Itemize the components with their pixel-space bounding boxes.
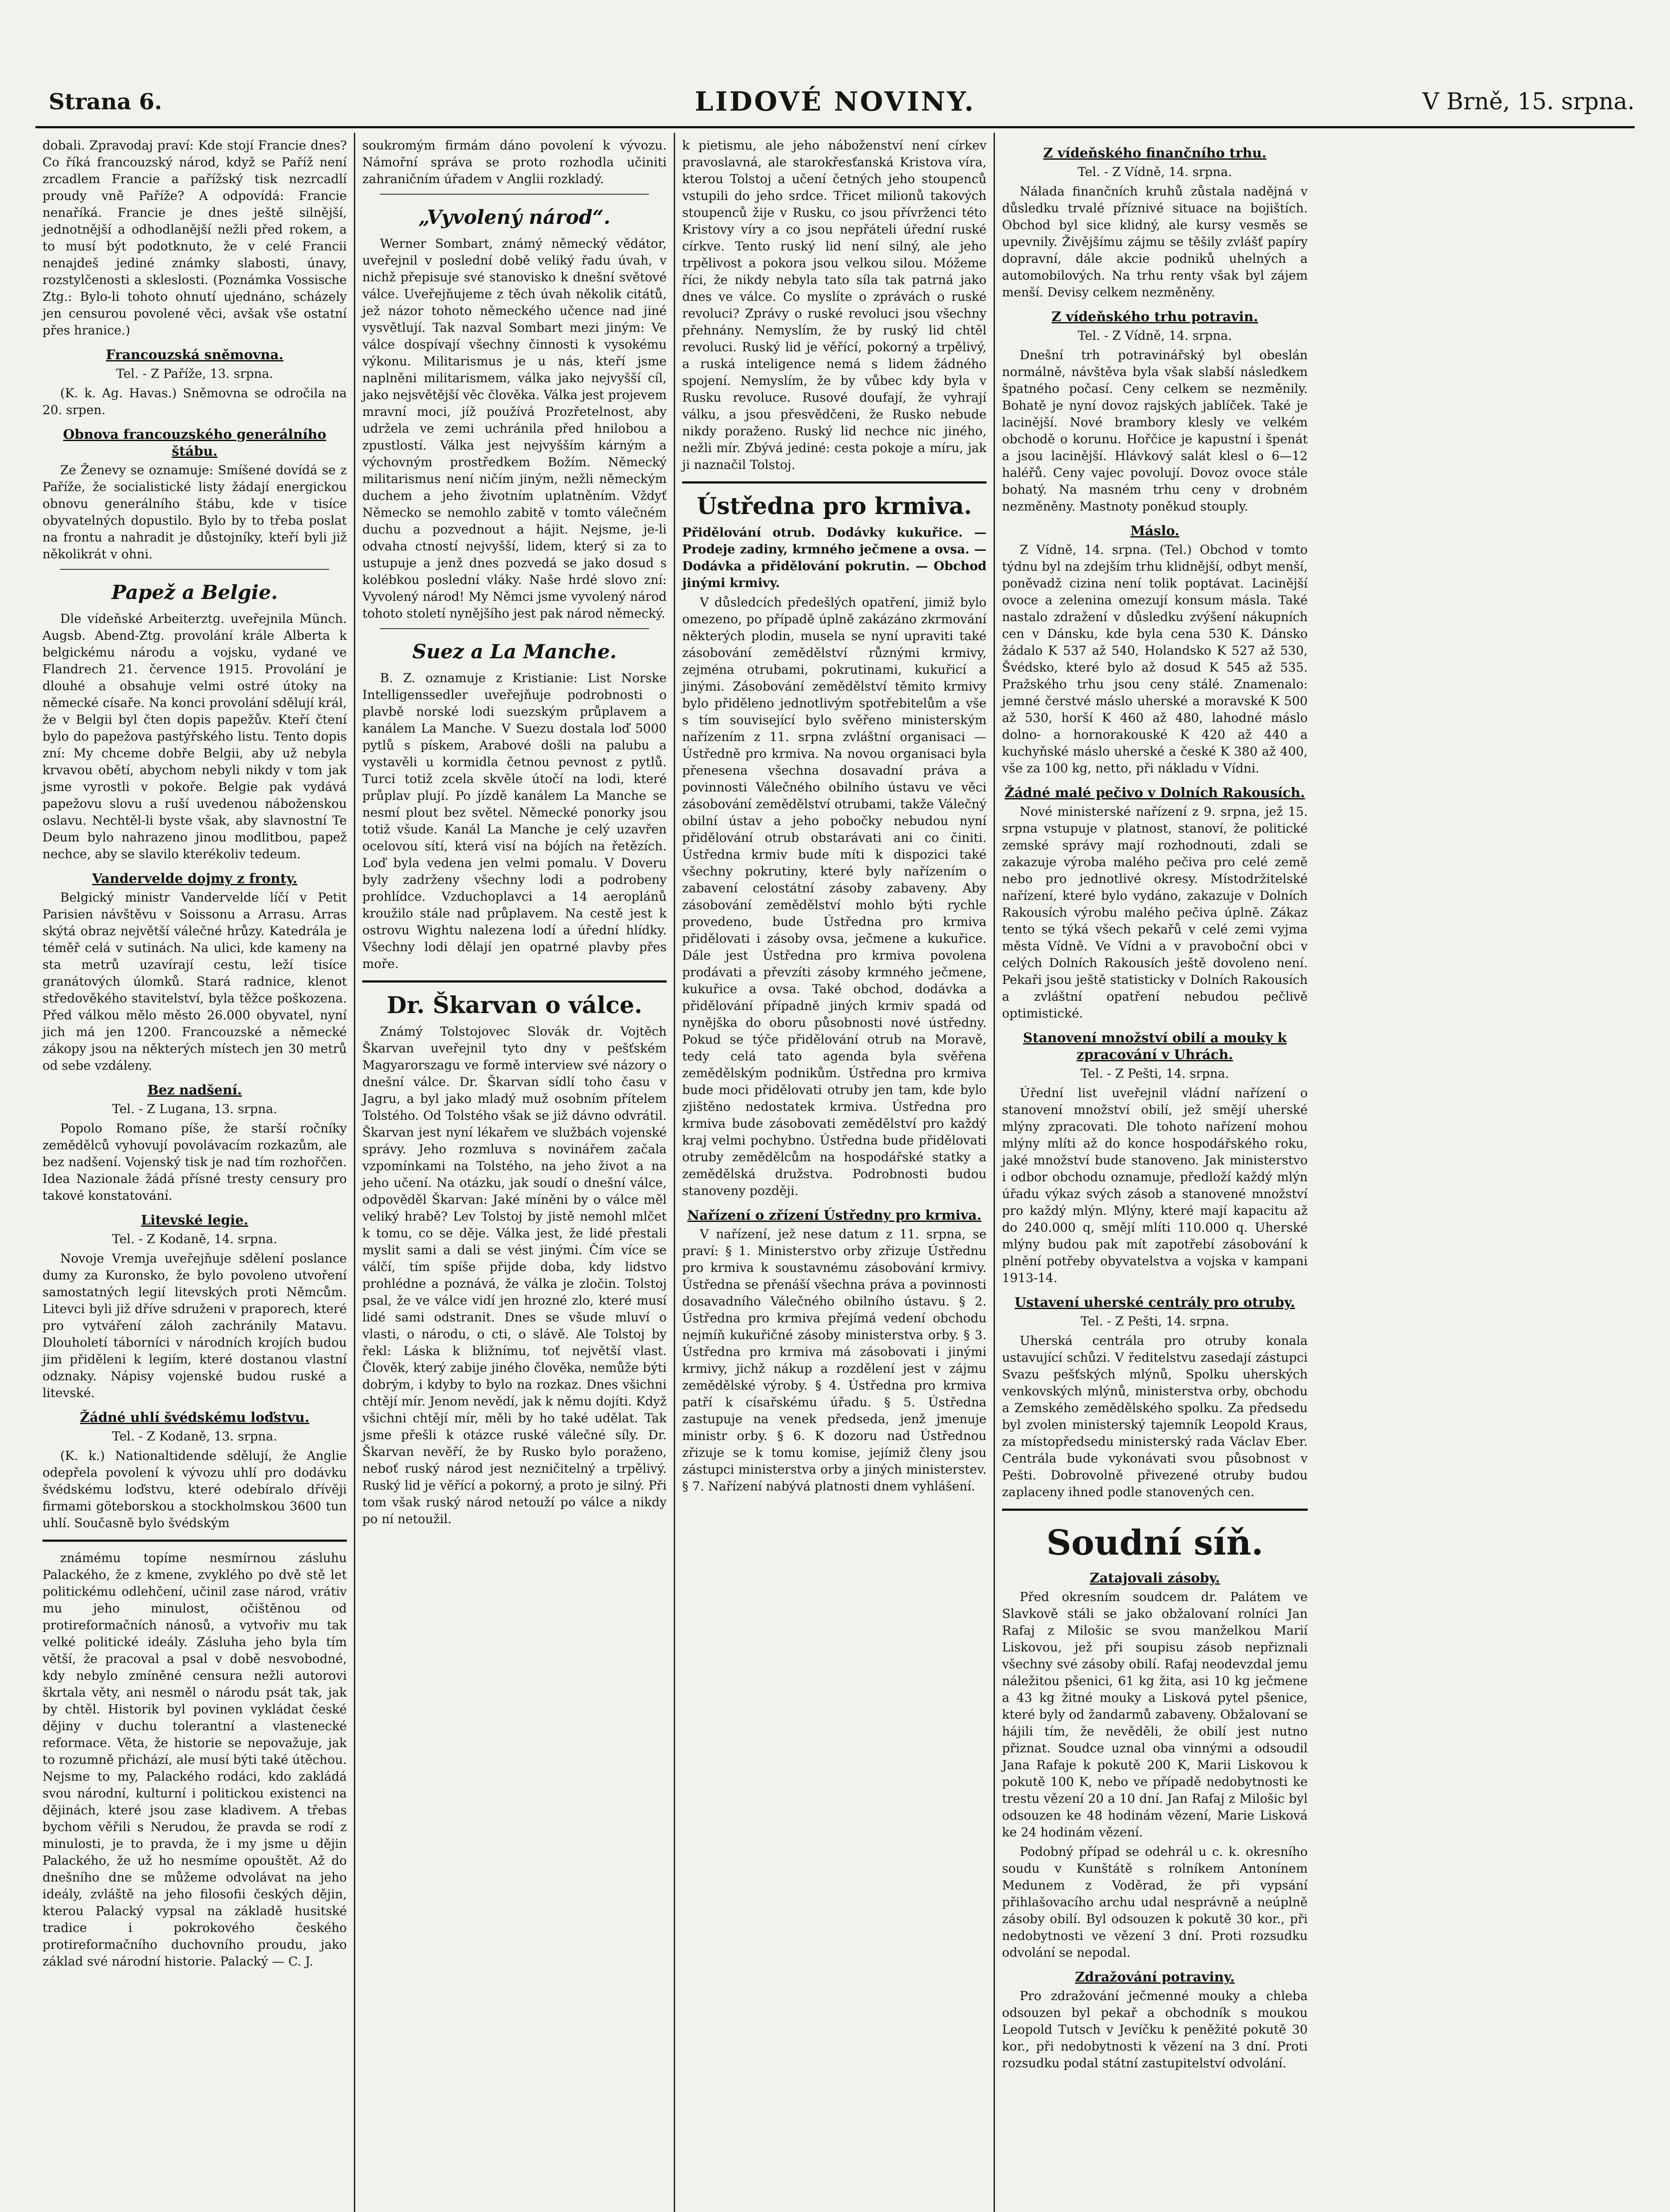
article-text: Dnešní trh potravinářský byl obeslán normálně, návštěva byla však slabší následkem špatného počasí. Ceny celkem se nezměnily. Bohatě je nyní dovoz rajských jablíček. Také je lacinější. Nové brambory klesly ve velkém obchodě o korunu. Hořčice je kapustní i špenát a jsou lacinější. Hlávkový salát klesl o 6—12 haléřů. Ceny vajec povolují. Dovoz ovoce stále bohatý. Na masném trhu ceny v drobném nezměněny. Mastnoty poněkud stouply.	[1002, 348, 1308, 514]
article-text: Pro zdražování ječmenné mouky a chleba odsouzen byl pekař a obchodník s moukou Leopold Tutsch v Jevíčku k peněžité pokutě 30 kor., při nedobytnosti k vězení na 3 dní. Proti rozsudku podal státní zastupitelství odvolání.	[1002, 1989, 1308, 2070]
newspaper-title: LIDOVÉ NOVINY.	[695, 86, 975, 117]
dateline: Tel. - Z Kodaně, 13. srpna.	[112, 1429, 277, 1444]
article-heading: Z vídeňského finančního trhu.	[1043, 146, 1267, 161]
column-4	[995, 133, 1315, 2212]
dateline: Tel. - Z Pešti, 14. srpna.	[1080, 1314, 1229, 1329]
page-number: Strana 6.	[49, 88, 162, 115]
article-text: V nařízení, jež nese datum z 11. srpna, se praví: § 1. Ministerstvo orby zřizuje Ústřednu pro krmiva k soustavnému zásobování krmivy. Ústředna se přenáší všechna práva a povinnosti dosavadního Válečného obilního ústavu. § 2. Ústředna pro krmiva přejímá vedení obchodu nejmíň kukuřičné zásoby ministerstva orby. § 3. Ústředna pro krmiva má zásobovati i jinými krmivy, jichž nákup a rozdělení jest v zájmu zemědělské výroby. § 4. Ústředna pro krmiva patří k císařskému úřadu. § 5. Ústředna zastupuje na venek předseda, jenž jmenuje ministr orby. § 6. K dozoru nad Ústřednou zřizuje se k tomu komise, jejímiž členy jsou zástupci ministerstva orby a jiných ministerstev. § 7. Nařízení nabývá platnosti dnem vyhlášení.	[682, 1227, 987, 1494]
article-text: Uherská centrála pro otruby konala ustavující schůzi. V ředitelstvu zasedají zástupci Svazu pešťských mlýnů, Spolku uherských venkovských mlýnů, ministerstva orby, obchodu a Zemského zemědělského spolku. Za předsedu byl zvolen ministerský tajemník Leopold Kraus, za místopředsedu ministerský rada Václav Eber. Centrála bude vykonávati svou působnost v Pešti. Dobrovolně přivezené otruby budou zaplaceny ihned podle stanovených cen.	[1002, 1333, 1308, 1499]
article-text: Belgický ministr Vandervelde líčí v Petit Parisien návštěvu v Soissonu a Arrasu. Arras skýtá obraz největší válečné hrůzy. Katedrála je téměř celá v sutinách. Na ulici, kde kameny na sta metrů uzavírají cestu, leží tisíce granátových úlomků. Stará radnice, klenot středověkého stavitelství, byla těžce poškozena. Před válkou mělo město 26.000 obyvatel, nyní jich má jen 1200. Francouzské a německé zákopy jsou na některých místech jen 30 metrů od sebe vzdáleny.	[42, 890, 347, 1073]
article-text: známému topíme nesmírnou zásluhu Palackého, že z kmene, zvyklého po dvě stě let politickému odlehčení, učinil zase národ, vrátiv mu jeho minulost, očištěnou od protireformačních nánosů, a vytvořiv mu tak velké politické ideály. Zásluha jeho byla tím větší, že pracoval a psal v době nesvobodné, kdy nebylo zmíněné censura nežli autorovi škrtala věty, ani nesměl o národu psát tak, jak by chtěl. Historik byl povinen vykládat české dějiny v duchu tolerantní a vlastenecké reformace. Věta, že historie se nepovažuje, jak to rozumně přichází, ale musí býti také útěchou. Nejsme to my, Palackého rodáci, kdo zakládá svou národní, kulturní i politickou existenci na dějinách, které jsou zase kladivem. A třebas bychom věřili s Nerudou, že pravda se rodí z minulosti, je to pravda, že i my jsme u dějin Palackého, že už ho nesmíme opouštět. Až do dnešního dne se můžeme odvolávat na jeho ideály, zvláště na jeho filosofii českých dějin, kterou Palacký vypsal na základě husitské tradice i pokrokového českého protireformačního duchovního proudu, jako základ své národní historie. Palacký — C. J.	[42, 1551, 347, 1969]
article-text: Ze Ženevy se oznamuje: Smíšené dovídá se z Paříže, že socialistické listy žádají energickou obnovu generálního štábu, kde v tisíce obyvatelných dopustilo. Bylo by to třeba poslat na frontu a nahradit je důstojníky, kteří byli již několikrát v ohni.	[42, 463, 347, 561]
dateline: Tel. - Z Paříže, 13. srpna.	[116, 366, 273, 381]
court-section	[1002, 1524, 1308, 1562]
article-text: (K. k.) Nationaltidende sdělují, že Anglie odepřela povolení k vývozu uhlí pro dodávku švédskému loďstvu, které odebíralo dřívěji firmami göteborskou a stockholmskou 3600 tun uhlí. Současně bylo švédským	[42, 1448, 347, 1530]
article-heading: Zatajovali zásoby.	[1090, 1571, 1220, 1586]
article-text: Nové ministerské nařízení z 9. srpna, jež 15. srpna vstupuje v platnost, stanoví, že politické zemské správy mají rozhodnouti, zdali se zakazuje výroba malého pečiva pro celé země nebo pro jednotlivé okresy. Místodržitelské nařízení, které bylo vydáno, zakazuje v Dolních Rakousích výrobu malého pečiva úplně. Zákaz tento se týká všech pekařů v celé zemi vyjma města Vídně. Ve Vídni a v pravoboční obci v celých Dolních Rakousích ještě dovoleno není. Pekaři jsou ještě statisticky v Dolních Rakousích a zvláštní opatření nebudou pečlivě optimistické.	[1002, 804, 1308, 1021]
article-text: Dle vídeňské Arbeiterztg. uveřejnila Münch. Augsb. Abend-Ztg. provolání krále Alberta k belgickému národu a vojsku, vydané ve Flandrech 21. července 1915. Provolání je dlouhé a obsahuje velmi ostré útoky na německé císaře. Na konci provolání sdělují král, že v Belgii byl čten dopis papežův. Kteří čtení bylo do papežova pastýřského listu. Tento dopis zní: My chceme dobře Belgii, aby už nebyla krvavou obětí, abychom nebyli nikdy v tom jak jsme vyrostli v pokoře. Belgie pak vydává papežovu slovu a ruší uvedenou náboženskou oslavu. Nechtěl-li byste však, aby slavnostní Te Deum bylo nahrazeno jinou modlitbou, papež nechce, aby se slavilo kterékoliv tedeum.	[42, 611, 347, 861]
article-heading: Litevské legie.	[141, 1213, 249, 1228]
article-text: dobali. Zpravodaj praví: Kde stojí Francie dnes? Co říká francouzský národ, když se Paříž není zrcadlem Francie a pařížský tisk nezrcadlí proudy vně Paříže? A odpovídá: Francie nenaříká. Francie je dnes ještě silnější, jednotnější a odhodlanější nežli před rokem, a to musí být podotknuto, že v celé Francii nenajdeš jediné známky slabosti, únavy, rozstylčenosti a skleslosti. (Poznámka Vossische Ztg.: Bylo-li tohoto ohnutí ujednáno, scházely jen censurou povolené věci, avšak vše ostatní přes hranice.)	[42, 138, 347, 338]
article-headline: Papež a Belgie.	[111, 581, 278, 604]
dateline: Tel. - Z Lugana, 13. srpna.	[112, 1102, 277, 1116]
article-text: Nálada finančních kruhů zůstala nadějná v důsledku trvalé příznivé situace na bojištích. Obchod byl sice klidný, ale kursy vesměs se upevnily. Živějšímu zájmu se těšily zvlášť papíry dopravní, dále akcie podniků uhelných a automobilových. Na trhu renty však byl zájem menší. Devisy celkem nezměněny.	[1002, 184, 1308, 300]
dateline: Tel. - Z Kodaně, 14. srpna.	[112, 1232, 277, 1246]
issue-date: V Brně, 15. srpna.	[1422, 88, 1635, 115]
divider	[682, 481, 987, 484]
column-1	[35, 133, 355, 2212]
masthead-rule	[35, 126, 1635, 128]
article-subtitle: Přidělování otrub. Dodávky kukuřice. — Prodeje zadiny, krmného ječmene a ovsa. — Dodávka a přidělování pokrutin. — Obchod jinými krmivy.	[682, 525, 987, 590]
article-headline: Ústředna pro krmiva.	[697, 493, 972, 520]
divider	[380, 194, 649, 195]
article-heading: Z vídeňského trhu potravin.	[1052, 309, 1258, 325]
article-text: Popolo Romano píše, že starší ročníky zemědělců vyhovují povolávacím rozkazům, ale bez nadšení. Vojenský tisk je nad tím rozhořčen. Idea Nazionale žádá přísné tresty censury pro takové konstatování.	[42, 1121, 347, 1203]
column-2	[355, 133, 675, 2212]
divider	[380, 628, 649, 629]
article-headline: Dr. Škarvan o válce.	[387, 992, 642, 1019]
article-heading: Zdražování potraviny.	[1075, 1970, 1235, 1985]
article-heading: Nařízení o zřízení Ústředny pro krmiva.	[687, 1208, 982, 1223]
article-text: Podobný případ se odehrál u c. k. okresního soudu v Kunštátě s rolníkem Antonínem Medunem z Voděrad, že při vypsání přihlašovacího archu udal nesprávně a neúplně zásoby obilí. Byl odsouzen k pokutě 30 kor., při nedobytnosti ve vězení 3 dní. Proti rozsudku odvolání se nepodal.	[1002, 1844, 1308, 1960]
article-text: Z Vídně, 14. srpna. (Tel.) Obchod v tomto týdnu byl na zdejším trhu klidnější, odbyt menší, poněvadž cizina není tolik poptávat. Lacinější ovoce a zelenina omezují konsum másla. Také nastalo zdražení v důsledku zvýšení nákupních cen v Dánsku, kde byla cena 530 K. Dánsko žádalo K 537 až 540, Holandsko K 527 až 530, Švédsko, které bylo až dosud K 545 až 535. Pražského trhu jsou ceny stálé. Znamenalo: jemné čerstvé máslo uherské a moravské K 500 až 530, horší K 460 až 480, lahodné máslo dolno- a hornorakouské K 420 až 440 a kuchyňské máslo uherské a české K 380 až 400, vše za 100 kg, netto, při nákladu v Vídni.	[1002, 542, 1308, 776]
dateline: Tel. - Z Pešti, 14. srpna.	[1080, 1066, 1229, 1081]
article-heading: Žádné malé pečivo v Dolních Rakousích.	[1005, 785, 1305, 801]
dateline: Tel. - Z Vídně, 14. srpna.	[1078, 165, 1232, 179]
article-heading: Obnova francouzského generálního štábu.	[63, 427, 326, 459]
article-text: Před okresním soudcem dr. Palátem ve Slavkově stáli se jako obžalovaní rolníci Jan Rafaj z Milošic se svou manželkou Marií Liskovou, jež při soupisu zásob nepřiznali všechny své zásoby obilí. Rafaj neodevzdal jemu náležitou pšenici, 61 kg žita, asi 10 kg ječmene a 43 kg žitné mouky a Lisková pytel pšenice, které byly od žandarmů zabaveny. Obžalovaní se hájili tím, že nevěděli, že obilí jest nutno přiznat. Soudce uznal oba vinnými a odsoudil Jana Rafaje k pokutě 200 K, Marii Liskovou k pokutě 100 K, nebo ve případě nedobytnosti ke trestu vězení 20 a 10 dní. Jan Rafaj z Milošic byl odsouzen ke 48 hodinám vězení, Marie Lisková ke 24 hodinám vězení.	[1002, 1590, 1308, 1839]
article-heading: Stanovení množství obilí a mouky k zpracování v Uhrách.	[1023, 1030, 1287, 1063]
article-text: Známý Tolstojovec Slovák dr. Vojtěch Škarvan uveřejnil tyto dny v pešťském Magyarorszagu ve formě interview své názory o dnešní válce. Dr. Škarvan sídlí toho času v Jagru, a byl jako mladý muž osobním přítelem Tolstého. Od Tolstého však se již dávno odvrátil. Škarvan jest nyní lékařem ve službách vojenské správy. Jeho rozmluva s novinářem začala vzpomínkami na Tolstého, na jeho život a na jeho učení. Na otázku, jak soudí o dnešní válce, odpověděl Škarvan: Jaké míněni by o válce měl veliký hrabě? Lev Tolstoj by jistě nemohl mlčet k tomu, co se děje. Válka jest, že lidé přestali myslit sami a dali se vést jinými. Čím více se válčí, tím spíše přijde doba, kdy lidstvo prohlédne a poznává, že válka je zločin. Tolstoj psal, že ve válce vidí jen hrozné zlo, které musí lidé sami odstranit. Dnes se všude mluví o vlasti, o národu, o cti, o slávě. Ale Tolstoj by řekl: Láska k bližnímu, toť největší vlast. Člověk, který zabije jiného člověka, nemůže býti dobrým, i kdyby to bylo na rozkaz. Dnes všichni chtějí mír. Jenom nevědí, jak k němu dojíti. Když všichni chtějí mír, měli by ho také udělat. Tak jsme přešli k otázce ruské válečné síly. Dr. Škarvan nevěří, že by Rusko bylo poraženo, neboť ruský národ jest nezničitelný a trpělivý. Ruský lid je věřící a pokorný, a proto je silný. Při tom však ruský národ netouží po válce a nikdy po ní netoužil.	[362, 1024, 667, 1526]
section-headline: Soudní síň.	[1046, 1523, 1263, 1563]
article-text: Novoje Vremja uveřejňuje sdělení poslance dumy za Kuronsko, že bylo povoleno utvoření samostatných legií litevských proti Němcům. Litevci byli již dříve sdruženi v praporech, které pro vytváření záloh zachránily Matavu. Dlouholetí táborníci v národních krojích budou jim přiděleni k legiím, které dostanou vlastní odznaky. Nápisy vojenské budou ruské a litevské.	[42, 1251, 347, 1400]
article-heading: Bez nadšení.	[147, 1083, 242, 1098]
article-text: B. Z. oznamuje z Kristianie: List Norske Intelligenssedler uveřejňuje podrobnosti o plavbě norské lodi suezským průplavem a kanálem La Manche. V Suezu dostala loď 5000 pytlů s pískem, Arabové došli na palubu a vystavěli u kormidla četnou pevnost z pytlů. Turci totiž zcela skvěle útočí na lodi, které průplav plují. Po jízdě kanálem La Manche se nesmí plout bez světel. Německé ponorky jsou totiž všude. Kanál La Manche je celý uzavřen ocelovou sítí, která visí na bójích na řetězích. Loď byla vedena jen velmi pomalu. V Doveru byly zadrženy všechny lodi a podrobeny prohlídce. Vzduchoplavci a 14 aeroplánů kroužilo stále nad průplavem. Na cestě jest k ostrovu Wightu nalezena lodí a úřední hlídky. Všechny lodi dělají jen opatrné plavby přes moře.	[362, 671, 667, 971]
columns	[35, 133, 1635, 2212]
article-text: Werner Sombart, známý německý vědátor, uveřejnil v poslední době veliký řadu úvah, v nichž přepisuje své stanovisko k dnešní světové válce. Uveřejňujeme z těch úvah několik citátů, jež názor tohoto německého učence nad jiné vysvětlují. Tak nazval Sombart mezi jiným: Ve válce dospívají všechny činnosti k vysokému výkonu. Militarismus je u nás, kteří jsme naplněni militarismem, válka jako nejvyšší cíl, jako nejsvětější věc člověka. Válka jest projevem mravní moci, jíž používá Prozřetelnost, aby udržela ve zemi uchránila před hnilobou a zpustlostí. Válka jest nejvyšším kárným a výchovným prostředkem Božím. Německý militarismus není ničím jiným, nežli německým duchem a jeho životním uplatněním. Vždyť Německo se nemohlo zabitě v tomto válečném duchu a pozvednout a hájit. Nejsme, je-li odvaha ctností nejvyšší, lidem, který si za to ustupuje a jenž dnes pozvedá se jako dosud s kolébkou poslední vláky. Naše hrdé slovo zní: Vyvolený národ! My Němci jsme vyvolený národ tohoto století nynějšího jest pak národ německý.	[362, 236, 667, 621]
dateline: Tel. - Z Vídně, 14. srpna.	[1078, 328, 1232, 343]
masthead	[0, 0, 1670, 133]
divider	[362, 980, 667, 983]
article-headline: „Vyvolený národ“.	[418, 206, 610, 229]
divider	[1002, 1509, 1308, 1511]
article-text: Úřední list uveřejnil vládní nařízení o stanovení množství obilí, jež smějí uherské mlýny zpracovati. Dle tohoto nařízení mohou mlýny mlíti až do konce hospodářského roku, jaké množství bude stanoveno. Jak ministerstvo i odbor obchodu oznamuje, předloží každý mlýn úřadu výkaz svých zásob a stanovené množství pro každý mlýn. Mlýny, které mají kapacitu až do 240.000 q, smějí mlíti 110.000 q. Uherské mlýny budou pak mít zapotřebí zásobování k plnění potřeby obyvatelstva a vojska v kampani 1913-14.	[1002, 1086, 1308, 1285]
article-text: V důsledcích předešlých opatření, jimiž bylo omezeno, po případě úplně zakázáno zkrmování některých plodin, musela se nyní upraviti také zásobování zemědělství různými krmivy, zejména otrubami, pokrutinami, kukuřicí a jinými. Zásobování zemědělství těmito krmivy bylo přiděleno jednotlivým spotřebitelům a vše s tím související bylo svěřeno ministerským nařízením z 11. srpna zvláštní organisaci — Ústředně pro krmiva. Na novou organisaci byla přenesena všechna dosavadní práva a povinnosti Válečného obilního ústavu ve věci zásobování zemědělství otrubami, takže Válečný obilní ústav a jeho pobočky nebudou nyní přidělování otrub obstarávati ani co činiti. Ústředna krmiv bude míti k dispozici také všechny pokrutiny, které byly nařízením o zabavení celostátní zásoby zabaveny. Aby zásobování zemědělství mohlo býti rychle provedeno, bude Ústředna pro krmiva přidělovati i zásoby ovsa, ječmene a kukuřice. Dále jest Ústředna pro krmiva povolena prodávati a převzíti zásoby krmného ječmene, kukuřice a ovsa. Také obchod, dodávka a přidělování případně jiných krmiv spadá od nynějška do oboru působnosti nové ústředny. Pokud se týče přidělování otrub na Moravě, tedy celá tato agenda byla svěřena zemědělským podnikům. Ústředna pro krmiva bude moci přidělovati otruby jen tam, kde bylo zjištěno nedostatek krmiva. Ústředna pro krmiva bude zásobovati zemědělství pro každý kraj velmi pochybno. Ústředna bude přidělovati otruby zemědělcům na hospodářské statky a zemědělská družstva. Podrobnosti budou stanoveny později.	[682, 595, 987, 1198]
article-headline: Suez a La Manche.	[412, 641, 617, 663]
article-text: k pietismu, ale jeho náboženství není církev pravoslavná, ale starokřesťanská Kristova víra, kterou Tolstoj a učení četných jeho stoupenců vstupili do jeho srdce. Třicet milionů takových stoupenců žije v Rusku, co jsou přívrženci této Kristovy víry a co jsou nepřáteli úřední ruské církve. Tento ruský lid není silný, ale jeho trpělivost a pokora jsou velkou silou. Móžeme říci, že nikdy nebyla tato síla tak patrná jako dnes ve válce. Co myslíte o zprávách o ruské revoluci? Zprávy o ruské revoluci jsou všechny přehnány. Nemyslím, že by ruský lid chtěl revoluci. Ruský lid je věřící, pokorný a trpělivý, a ruská inteligence nemá s lidem žádného spojení. Nemyslím, že by vůbec kdy byla v Rusku revoluce. Rusové doufají, že vyhrají válku, a jsou přesvědčeni, že Rusko nebude nikdy poraženo. Ruský lid nechce nic jiného, nežli mír. Zbývá jediné: cesta pokoje a míru, jak ji naznačil Tolstoj.	[682, 138, 987, 472]
article-heading: Francouzská sněmovna.	[106, 347, 284, 363]
divider	[42, 1540, 347, 1542]
divider	[60, 569, 329, 570]
article-heading: Žádné uhlí švédskému loďstvu.	[80, 1410, 310, 1425]
article-text: soukromým firmám dáno povolení k vývozu. Námořní správa se proto rozhodla učiniti zahraničním úřadem v Anglii rozkladý.	[362, 138, 667, 186]
column-3	[675, 133, 995, 2212]
article-text: (K. k. Ag. Havas.) Sněmovna se odročila na 20. srpen.	[42, 386, 347, 417]
article-heading: Máslo.	[1130, 523, 1179, 539]
article-heading: Vandervelde dojmy z fronty.	[92, 871, 297, 887]
article-heading: Ustavení uherské centrály pro otruby.	[1014, 1295, 1295, 1310]
